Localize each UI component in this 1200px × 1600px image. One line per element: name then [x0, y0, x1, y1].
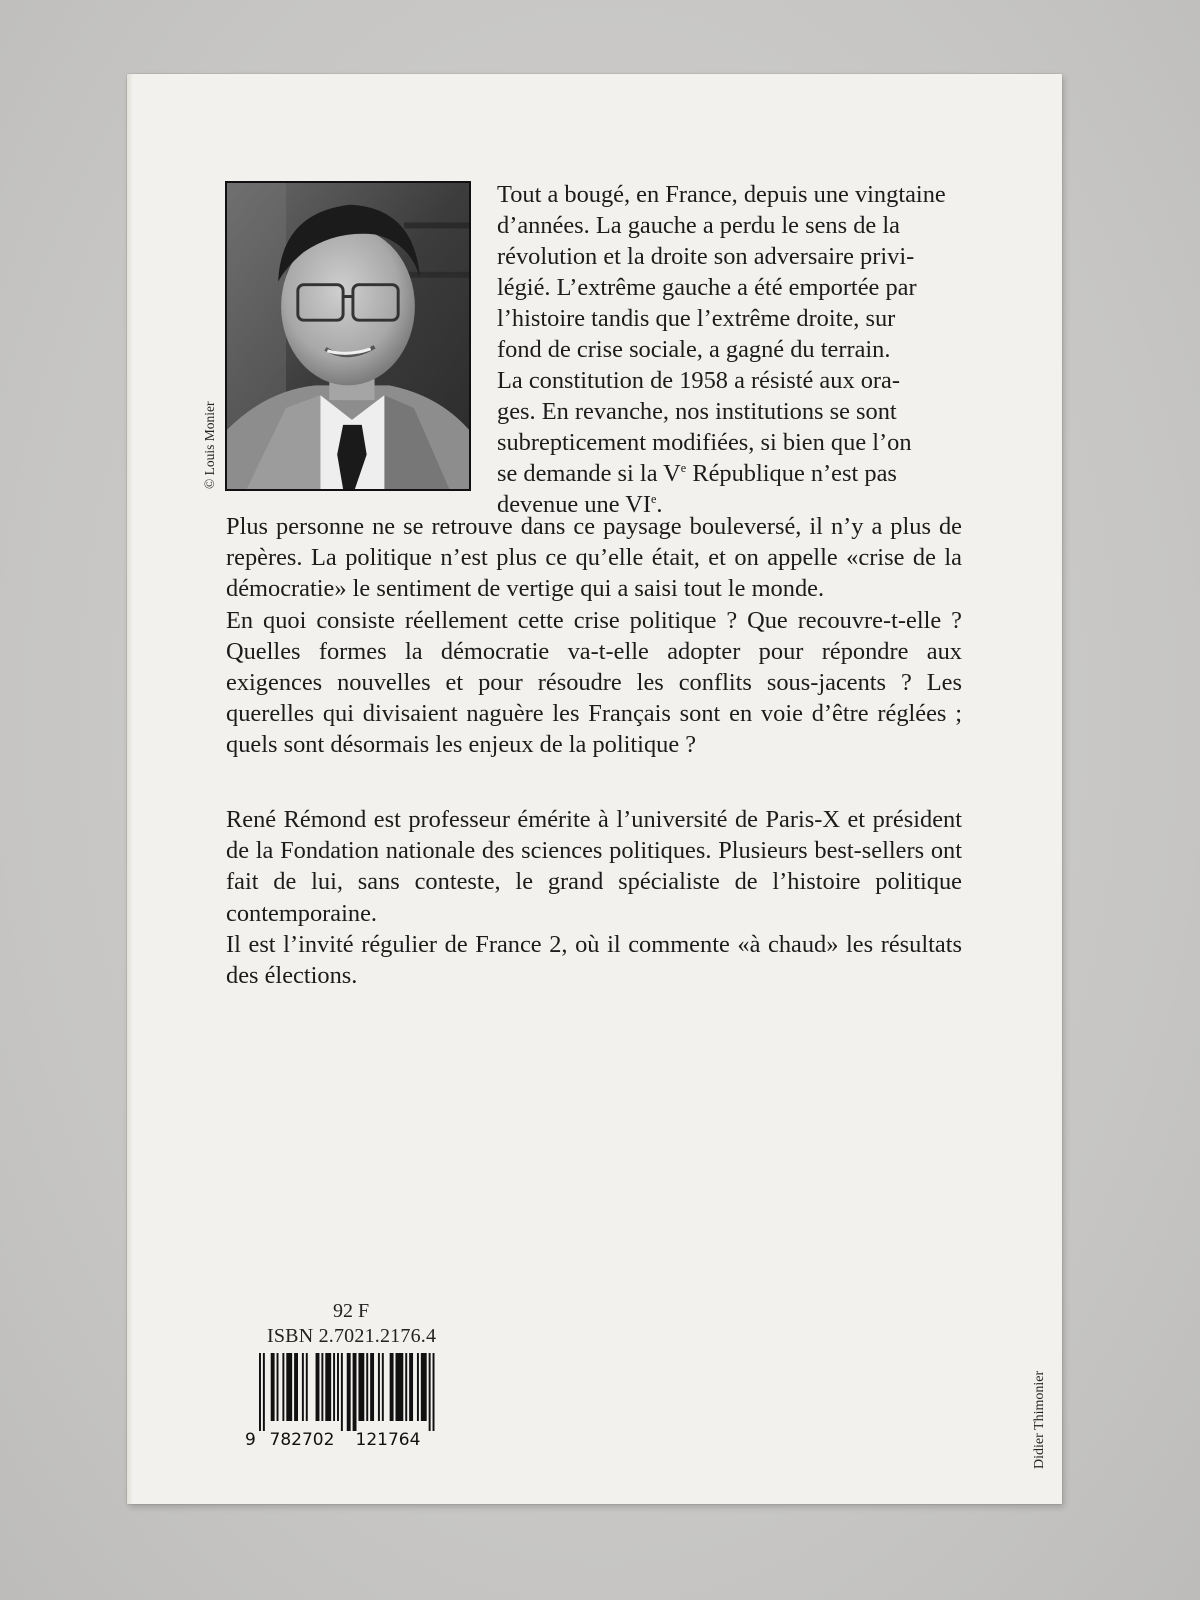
barcode-bar: [353, 1353, 357, 1431]
author-bio-tv: Il est l’invité régulier de France 2, où il commente «à chaud» les résultats des élections.: [226, 930, 962, 990]
intro-line-10: [497, 458, 963, 489]
barcode-bar: [378, 1353, 380, 1421]
barcode-bar: [421, 1353, 427, 1421]
intro-line-2: d’années. La gauche a perdu le sens de la: [497, 212, 900, 239]
barcode-bar: [396, 1353, 404, 1421]
intro-line-10-after: République n’est pas: [686, 460, 897, 487]
intro-line-9: subrepticement modifiées, si bien que l’on: [497, 429, 912, 456]
price: 92 F: [333, 1300, 370, 1322]
paragraph-crisis: Plus personne ne se retrouve dans ce paysage bouleversé, il n’y a plus de repères. La politique n’est plus ce qu’elle était, et on appelle «crise de la démocratie» le sentiment de vertige qui a saisi tout le monde.: [226, 513, 962, 603]
barcode-left-group: 782702: [269, 1430, 335, 1450]
barcode-bar: [277, 1353, 279, 1421]
barcode-bar: [325, 1353, 331, 1421]
barcode-bar: [286, 1353, 292, 1421]
intro-line-11-sup: e: [650, 491, 657, 506]
barcode-first-digit: 9: [245, 1430, 256, 1450]
barcode-bar: [333, 1353, 335, 1421]
barcode-bar: [341, 1353, 343, 1431]
author-portrait-image: [227, 183, 469, 489]
barcode-bar: [409, 1353, 413, 1421]
barcode-bar: [321, 1353, 323, 1421]
intro-line-5: l’histoire tandis que l’extrême droite, sur: [497, 305, 896, 332]
barcode-bar: [347, 1353, 351, 1431]
author-bio-block: [226, 804, 962, 991]
barcode-bar: [405, 1353, 407, 1421]
book-back-cover: [127, 74, 1062, 1504]
intro-line-7: La constitution de 1958 a résisté aux ora-: [497, 367, 901, 394]
paragraph-questions: En quoi consiste réellement cette crise politique ? Que recouvre-t-elle ? Quelles formes la démocratie va-t-elle adopter pour répondre aux exigences nouvelles et pour résoudre les conflits sous-jacents ? Les querelles qui divisaient naguère les Français sont en voie d’être réglées ; quels sont désormais les enjeux de la politique ?: [226, 606, 962, 759]
barcode-digits: [245, 1430, 451, 1450]
barcode-bars: [245, 1353, 445, 1431]
barcode-bar: [263, 1353, 265, 1431]
body-text: [226, 511, 962, 761]
barcode-bar: [302, 1353, 304, 1421]
intro-line-11-after: .: [656, 491, 663, 518]
intro-line-10-before: se demande si la V: [497, 460, 681, 487]
intro-line-8: ges. En revanche, nos institutions se sont: [497, 398, 897, 425]
intro-line-11-before: devenue une VI: [497, 491, 651, 518]
cover-credit: Didier Thimonier: [1032, 1370, 1047, 1469]
barcode-bar: [370, 1353, 374, 1421]
barcode-bar: [358, 1353, 364, 1421]
book-spine-edge: [127, 74, 133, 1504]
author-bio: René Rémond est professeur émérite à l’université de Paris-X et président de la Fondation nationale des sciences politiques. Plusieurs best-sellers ont fait de lui, sans conteste, le grand spécialiste de l’histoire politique contemporaine.: [226, 806, 962, 927]
intro-paragraph: [497, 179, 963, 520]
author-photo: [225, 181, 471, 491]
barcode-bar: [382, 1353, 384, 1421]
barcode-bar: [417, 1353, 419, 1421]
barcode: [245, 1353, 445, 1431]
barcode-bar: [282, 1353, 284, 1421]
isbn: ISBN 2.7021.2176.4: [267, 1325, 437, 1347]
barcode-bar: [316, 1353, 320, 1421]
barcode-bar: [390, 1353, 394, 1421]
intro-line-4: légié. L’extrême gauche a été emportée par: [497, 274, 917, 301]
barcode-bar: [366, 1353, 368, 1421]
barcode-right-group: 121764: [355, 1430, 421, 1450]
barcode-bar: [429, 1353, 431, 1431]
intro-line-10-sup: e: [680, 460, 687, 475]
intro-line-1: Tout a bougé, en France, depuis une vingtaine: [497, 181, 946, 208]
barcode-bar: [433, 1353, 435, 1431]
barcode-bar: [259, 1353, 261, 1431]
intro-line-3: révolution et la droite son adversaire privi-: [497, 243, 915, 270]
photo-credit: © Louis Monier: [202, 401, 217, 489]
barcode-bar: [337, 1353, 339, 1421]
barcode-bar: [271, 1353, 275, 1421]
intro-line-6: fond de crise sociale, a gagné du terrain.: [497, 336, 891, 363]
barcode-bar: [306, 1353, 308, 1421]
barcode-bar: [294, 1353, 298, 1421]
